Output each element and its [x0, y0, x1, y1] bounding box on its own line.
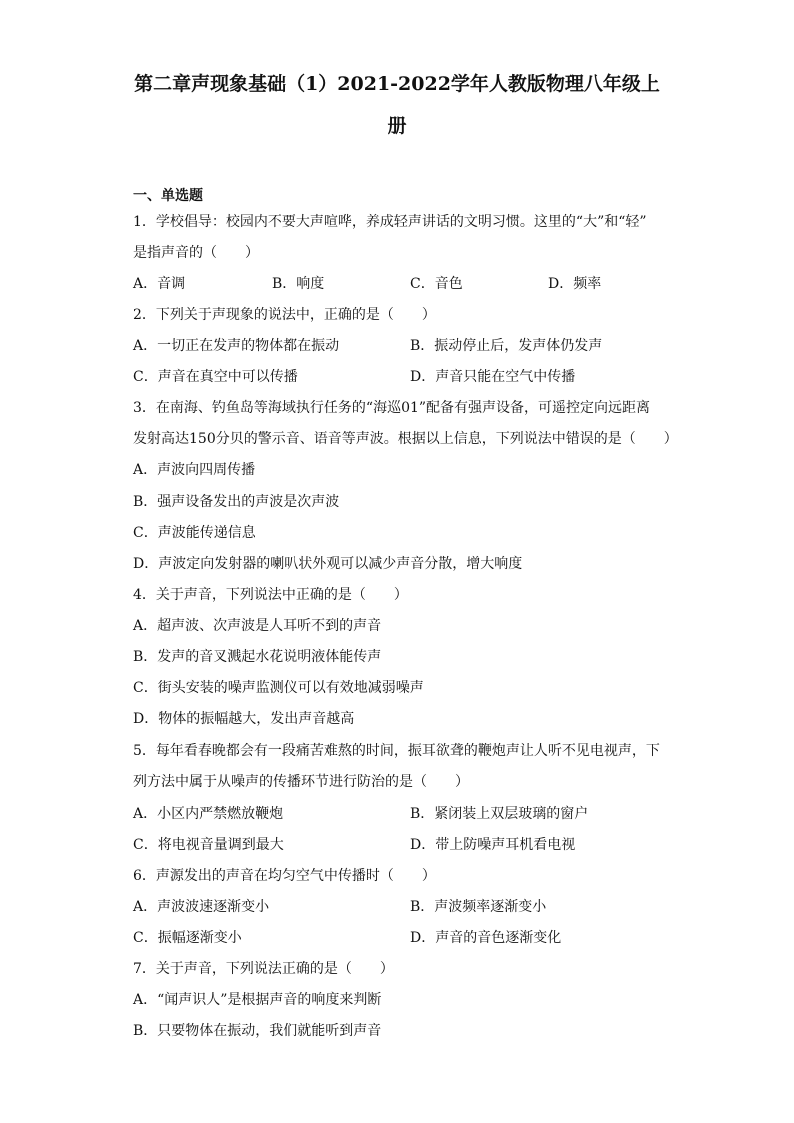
question-5-option-d: D．带上防噪声耳机看电视	[410, 837, 576, 853]
question-1-option-a: A．音调	[133, 276, 186, 292]
question-3-stem-line-2: 发射高达150分贝的警示音、语音等声波。根据以上信息，下列说法中错误的是（ ）	[133, 431, 678, 447]
question-5-stem-line-1: 5．每年看春晚都会有一段痛苦难熬的时间，振耳欲聋的鞭炮声让人听不见电视声，下	[133, 743, 660, 759]
question-4-option-d: D．物体的振幅越大，发出声音越高	[133, 711, 355, 727]
question-5-option-b: B．紧闭装上双层玻璃的窗户	[410, 806, 589, 822]
question-2-option-b: B．振动停止后，发声体仍发声	[410, 338, 603, 354]
question-2-stem: 2．下列关于声现象的说法中，正确的是（ ）	[133, 307, 436, 323]
question-5-option-c: C．将电视音量调到最大	[133, 837, 284, 853]
question-4-option-c: C．街头安装的噪声监测仪可以有效地减弱噪声	[133, 680, 424, 696]
question-3-option-d: D．声波定向发射器的喇叭状外观可以减少声音分散，增大响度	[133, 556, 523, 572]
question-1-stem-line-2: 是指声音的（ ）	[133, 245, 259, 261]
document-title-line-1: 第二章声现象基础（1）2021-2022学年人教版物理八年级上	[134, 73, 660, 95]
question-6-option-b: B．声波频率逐渐变小	[410, 899, 547, 915]
question-1-option-d: D．频率	[548, 276, 602, 292]
question-2-option-a: A．一切正在发声的物体都在振动	[133, 338, 340, 354]
question-3-option-c: C．声波能传递信息	[133, 525, 256, 541]
question-1-option-c: C．音色	[410, 276, 463, 292]
question-3-option-b: B．强声设备发出的声波是次声波	[133, 494, 340, 510]
question-6-stem: 6．声源发出的声音在均匀空气中传播时（ ）	[133, 868, 436, 884]
question-6-option-d: D．声音的音色逐渐变化	[410, 930, 562, 946]
question-6-option-a: A．声波波速逐渐变小	[133, 899, 270, 915]
question-1-option-b: B．响度	[272, 276, 325, 292]
section-heading: 一、单选题	[133, 188, 203, 204]
question-3-option-a: A．声波向四周传播	[133, 462, 256, 478]
question-5-option-a: A．小区内严禁燃放鞭炮	[133, 806, 284, 822]
question-7-stem: 7．关于声音，下列说法正确的是（ ）	[133, 961, 394, 977]
document-title-line-2: 册	[387, 115, 407, 137]
question-4-option-a: A．超声波、次声波是人耳听不到的声音	[133, 618, 382, 634]
question-2-option-d: D．声音只能在空气中传播	[410, 369, 576, 385]
question-2-option-c: C．声音在真空中可以传播	[133, 369, 298, 385]
question-6-option-c: C．振幅逐渐变小	[133, 930, 242, 946]
question-7-option-b: B．只要物体在振动，我们就能听到声音	[133, 1023, 382, 1039]
question-1-stem-line-1: 1．学校倡导：校园内不要大声喧哗，养成轻声讲话的文明习惯。这里的“大”和“轻”	[133, 214, 647, 230]
question-7-option-a: A．“闻声识人”是根据声音的响度来判断	[133, 992, 382, 1008]
question-4-stem: 4．关于声音，下列说法中正确的是（ ）	[133, 587, 408, 603]
question-3-stem-line-1: 3．在南海、钓鱼岛等海域执行任务的“海巡01”配备有强声设备，可遥控定向远距离	[133, 400, 651, 416]
question-4-option-b: B．发声的音叉溅起水花说明液体能传声	[133, 649, 382, 665]
question-5-stem-line-2: 列方法中属于从噪声的传播环节进行防治的是（ ）	[133, 774, 469, 790]
